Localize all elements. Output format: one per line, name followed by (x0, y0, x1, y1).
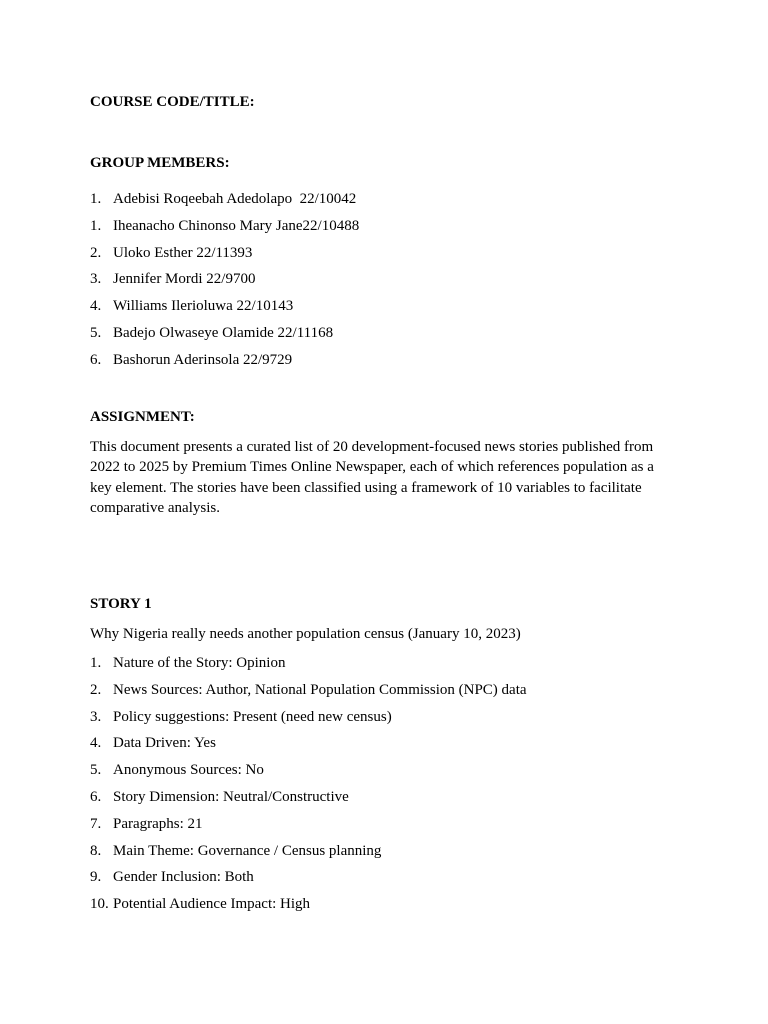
list-number: 8. (90, 842, 102, 859)
story-heading: STORY 1 (90, 595, 152, 612)
story-title: Why Nigeria really needs another population census (January 10, 2023) (90, 625, 521, 642)
list-item (90, 788, 668, 815)
variable-text: Policy suggestions: Present (need new census) (113, 708, 392, 725)
variable-text: News Sources: Author, National Population Commission (NPC) data (113, 681, 527, 698)
member-text: Bashorun Aderinsola 22/9729 (113, 351, 293, 368)
list-number: 6. (90, 789, 102, 806)
story-variables-list (90, 654, 668, 922)
member-text: Uloko Esther 22/11393 (113, 244, 253, 261)
member-text: Iheanacho Chinonso Mary Jane22/10488 (113, 217, 360, 234)
list-number: 4. (90, 735, 102, 752)
assignment-heading: ASSIGNMENT: (90, 408, 195, 425)
variable-text: Paragraphs: 21 (113, 815, 203, 832)
member-text: Badejo Olwaseye Olamide 22/11168 (113, 324, 334, 341)
list-number: 3. (90, 708, 102, 725)
variable-text: Gender Inclusion: Both (113, 869, 254, 886)
list-item (90, 868, 668, 895)
member-text: Adebisi Roqeebah Adedolapo 22/10042 (113, 191, 357, 207)
list-item (90, 270, 668, 297)
list-number: 1. (90, 655, 102, 672)
list-number: 3. (90, 271, 102, 288)
list-number: 7. (90, 815, 102, 832)
assignment-paragraph: This document presents a curated list of 20 development-focused news stories published from 2022 to 2025 by Premium Times Online Newspaper, each of which references population as a key element. The stories have been classified using a framework of 10 variables to facilitate comparative analysis. (90, 438, 654, 517)
list-item (90, 654, 668, 681)
list-item (90, 244, 668, 271)
list-number: 9. (90, 869, 102, 886)
list-number: 2. (90, 244, 102, 261)
list-number: 5. (90, 324, 102, 341)
list-item (90, 815, 668, 842)
variable-text: Nature of the Story: Opinion (113, 655, 286, 672)
list-number: 6. (90, 351, 102, 368)
group-members-list (90, 190, 668, 378)
variable-text: Story Dimension: Neutral/Constructive (113, 789, 349, 806)
list-item (90, 842, 668, 869)
list-item (90, 895, 668, 922)
list-item (90, 708, 668, 735)
list-number: 5. (90, 762, 102, 779)
list-item (90, 297, 668, 324)
variable-text: Potential Audience Impact: High (113, 896, 311, 913)
list-number: 4. (90, 298, 102, 315)
variable-text: Main Theme: Governance / Census planning (113, 842, 382, 859)
list-item (90, 681, 668, 708)
list-item (90, 324, 668, 351)
list-item (90, 217, 668, 244)
variable-text: Data Driven: Yes (113, 735, 216, 752)
variable-text: Anonymous Sources: No (113, 762, 264, 779)
list-number: 1. (90, 217, 102, 234)
list-item (90, 190, 668, 217)
course-code-heading: COURSE CODE/TITLE: (90, 94, 255, 110)
member-text: Jennifer Mordi 22/9700 (113, 271, 256, 288)
list-number: 1. (90, 191, 102, 207)
list-item (90, 351, 668, 378)
list-item (90, 761, 668, 788)
list-number: 10. (90, 896, 109, 913)
list-item (90, 734, 668, 761)
member-text: Williams Ilerioluwa 22/10143 (113, 298, 294, 315)
list-number: 2. (90, 681, 102, 698)
group-members-heading: GROUP MEMBERS: (90, 155, 230, 171)
